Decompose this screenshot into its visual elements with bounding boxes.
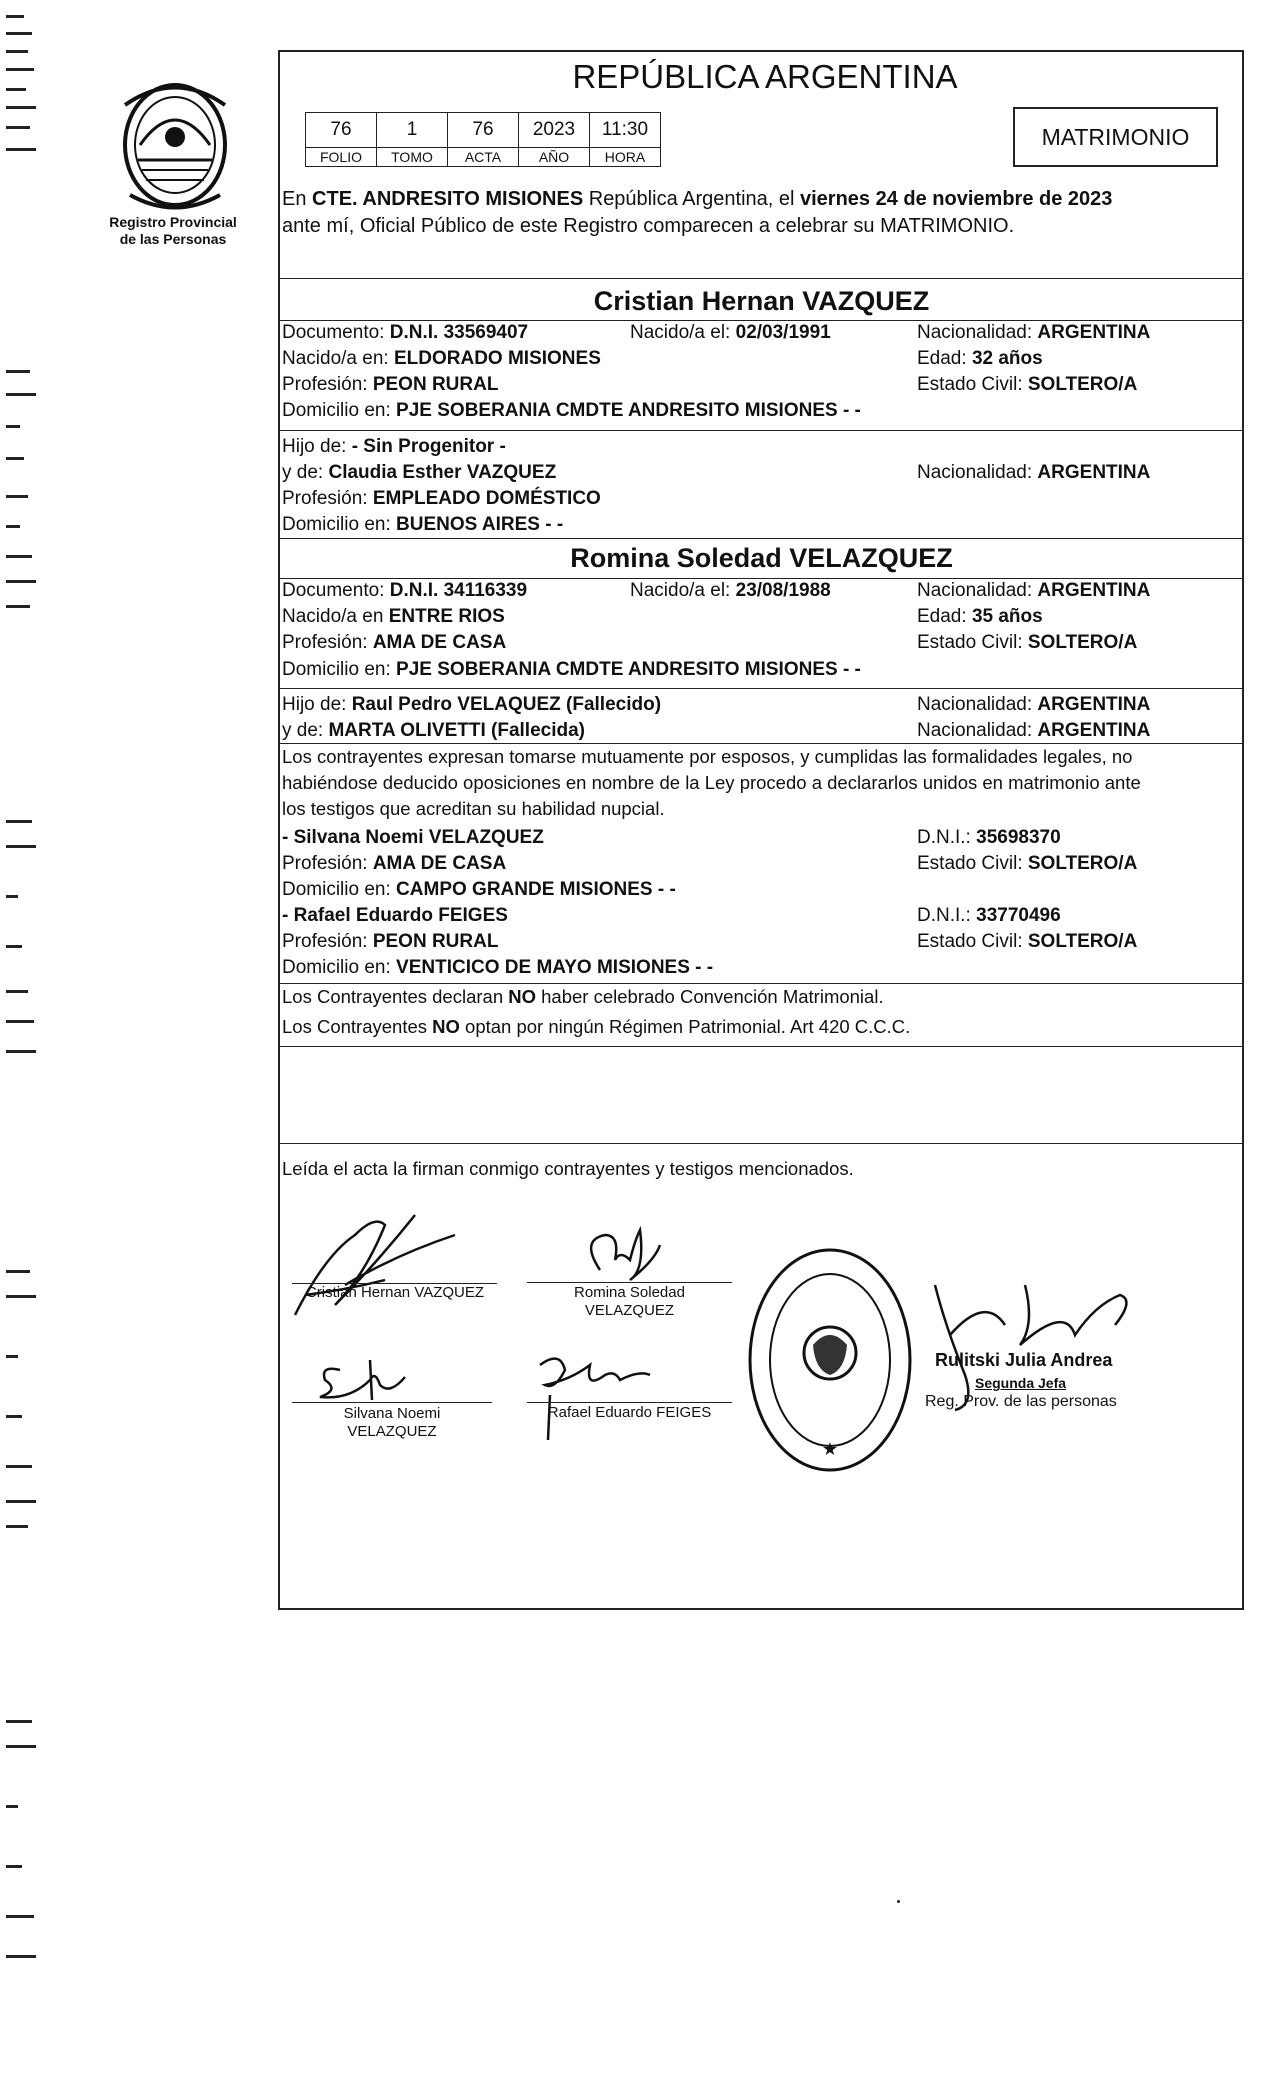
divider xyxy=(279,430,1244,431)
regime-line-1: Los Contrayentes declaran NO haber celebrado Convención Matrimonial. xyxy=(282,986,884,1007)
official-name: Rulitski Julia Andrea xyxy=(935,1350,1113,1370)
c1-document: Documento: D.N.I. 33569407 xyxy=(282,322,529,343)
scan-margin-marks-1 xyxy=(0,10,40,170)
divider xyxy=(279,278,1244,279)
c1-civil-status: Estado Civil: SOLTERO/A xyxy=(917,374,1138,395)
intro-line-2: ante mí, Oficial Público de este Registro comparecen a celebrar su MATRIMONIO. xyxy=(282,215,1015,237)
c2-born-date: Nacido/a el: 23/08/1988 xyxy=(630,580,831,601)
c2-age: Edad: 35 años xyxy=(917,606,1043,627)
signature-caption-romina: Romina Soledad VELAZQUEZ xyxy=(574,1284,685,1319)
svg-text:★: ★ xyxy=(821,1439,839,1460)
c1-nationality: Nacionalidad: ARGENTINA xyxy=(917,322,1151,343)
provincial-emblem-logo xyxy=(110,75,240,215)
scan-margin-marks-2 xyxy=(0,365,40,625)
divider xyxy=(279,1046,1244,1047)
regime-line-2: Los Contrayentes NO optan por ningún Régimen Patrimonial. Art 420 C.C.C. xyxy=(282,1016,911,1037)
divider xyxy=(279,743,1244,744)
c2-address: Domicilio en: PJE SOBERANIA CMDTE ANDRESITO MISIONES - - xyxy=(282,659,861,680)
witness1-civil-status: Estado Civil: SOLTERO/A xyxy=(917,853,1138,874)
divider xyxy=(279,1143,1244,1144)
c2-nationality: Nacionalidad: ARGENTINA xyxy=(917,580,1151,601)
acta-label: ACTA xyxy=(448,148,519,167)
c1-profession: Profesión: PEON RURAL xyxy=(282,374,499,395)
anio-label: AÑO xyxy=(519,148,590,167)
handwritten-signature-icon xyxy=(530,1345,670,1445)
c1-father: Hijo de: - Sin Progenitor - xyxy=(282,436,506,457)
divider xyxy=(279,320,1244,321)
signature-caption-silvana: Silvana Noemi VELAZQUEZ xyxy=(343,1405,441,1440)
tomo-value: 1 xyxy=(377,113,448,148)
act-type-box xyxy=(1013,107,1218,167)
folio-value: 76 xyxy=(306,113,377,148)
hora-label: HORA xyxy=(590,148,661,167)
c2-father-nationality: Nacionalidad: ARGENTINA xyxy=(917,694,1151,715)
scan-margin-marks-5 xyxy=(0,1715,40,1985)
declaration-line-3: los testigos que acreditan su habilidad nupcial. xyxy=(282,798,665,819)
witness2-civil-status: Estado Civil: SOLTERO/A xyxy=(917,931,1138,952)
c1-born-place: Nacido/a en: ELDORADO MISIONES xyxy=(282,348,601,369)
tomo-label: TOMO xyxy=(377,148,448,167)
signature-romina xyxy=(560,1220,690,1290)
c1-born-date: Nacido/a el: 02/03/1991 xyxy=(630,322,831,343)
declaration-line-2: habiéndose deducido oposiciones en nombre de la Ley procedo a declararlos unidos en matrimonio ante xyxy=(282,772,1141,793)
c2-mother-nationality: Nacionalidad: ARGENTINA xyxy=(917,720,1151,741)
witness1-name: - Silvana Noemi VELAZQUEZ xyxy=(282,827,544,848)
folio-label: FOLIO xyxy=(306,148,377,167)
act-type-label: MATRIMONIO xyxy=(1041,123,1190,150)
official-office: Reg. Prov. de las personas xyxy=(925,1393,1117,1410)
c2-profession: Profesión: AMA DE CASA xyxy=(282,632,507,653)
signature-caption-cristian: Cristian Hernan VAZQUEZ xyxy=(305,1284,485,1301)
signature-line xyxy=(527,1402,732,1403)
c2-mother: y de: MARTA OLIVETTI (Fallecida) xyxy=(282,720,585,741)
witness2-dni: D.N.I.: 33770496 xyxy=(917,905,1061,926)
c1-mother-nationality: Nacionalidad: ARGENTINA xyxy=(917,462,1151,483)
c2-civil-status: Estado Civil: SOLTERO/A xyxy=(917,632,1138,653)
c1-mother-address: Domicilio en: BUENOS AIRES - - xyxy=(282,514,564,535)
witness2-address: Domicilio en: VENTICICO DE MAYO MISIONES - - xyxy=(282,957,714,978)
closing-statement: Leída el acta la firman conmigo contrayentes y testigos mencionados. xyxy=(282,1158,854,1179)
c1-mother-profession: Profesión: EMPLEADO DOMÉSTICO xyxy=(282,488,601,509)
scan-margin-marks-4 xyxy=(0,1265,40,1535)
signature-line xyxy=(292,1402,492,1403)
signature-cristian xyxy=(285,1195,505,1325)
declaration-line-1: Los contrayentes expresan tomarse mutuamente por esposos, y cumplidas las formalidades legales, no xyxy=(282,746,1133,767)
country-title: REPÚBLICA ARGENTINA xyxy=(572,58,958,95)
anio-value: 2023 xyxy=(519,113,590,148)
signature-silvana xyxy=(310,1355,430,1405)
c2-father: Hijo de: Raul Pedro VELAQUEZ (Fallecido) xyxy=(282,694,662,715)
seal-stamp-icon xyxy=(745,1245,915,1475)
handwritten-signature-icon xyxy=(310,1355,430,1405)
divider xyxy=(279,578,1244,579)
handwritten-signature-icon xyxy=(560,1220,690,1290)
witness1-dni: D.N.I.: 35698370 xyxy=(917,827,1061,848)
divider xyxy=(279,983,1244,984)
scan-margin-marks-3 xyxy=(0,815,40,1075)
divider xyxy=(279,688,1244,689)
hora-value: 11:30 xyxy=(590,113,661,148)
official-role: Segunda Jefa xyxy=(975,1375,1067,1391)
signature-rafael xyxy=(530,1345,670,1445)
record-number-table xyxy=(305,112,661,167)
c2-document: Documento: D.N.I. 34116339 xyxy=(282,580,528,601)
logo-caption: Registro Provincial de las Personas xyxy=(109,214,237,247)
c1-age: Edad: 32 años xyxy=(917,348,1043,369)
signature-line xyxy=(527,1282,732,1283)
c2-born-place: Nacido/a en ENTRE RIOS xyxy=(282,606,505,627)
emblem-icon xyxy=(110,75,240,215)
signature-caption-rafael: Rafael Eduardo FEIGES xyxy=(547,1404,712,1421)
intro-line-1: En CTE. ANDRESITO MISIONES República Argentina, el viernes 24 de noviembre de 2023 xyxy=(282,188,1113,210)
contrayente2-name: Romina Soledad VELAZQUEZ xyxy=(570,543,953,573)
witness1-address: Domicilio en: CAMPO GRANDE MISIONES - - xyxy=(282,879,676,900)
divider xyxy=(279,538,1244,539)
contrayente1-name: Cristian Hernan VAZQUEZ xyxy=(593,286,930,316)
c1-address: Domicilio en: PJE SOBERANIA CMDTE ANDRESITO MISIONES - - xyxy=(282,400,861,421)
witness2-name: - Rafael Eduardo FEIGES xyxy=(282,905,508,926)
official-seal xyxy=(745,1245,915,1475)
acta-value: 76 xyxy=(448,113,519,148)
witness2-profession: Profesión: PEON RURAL xyxy=(282,931,499,952)
handwritten-signature-icon xyxy=(285,1195,505,1325)
witness1-profession: Profesión: AMA DE CASA xyxy=(282,853,507,874)
stray-dot xyxy=(897,1900,900,1903)
c1-mother: y de: Claudia Esther VAZQUEZ xyxy=(282,462,557,483)
